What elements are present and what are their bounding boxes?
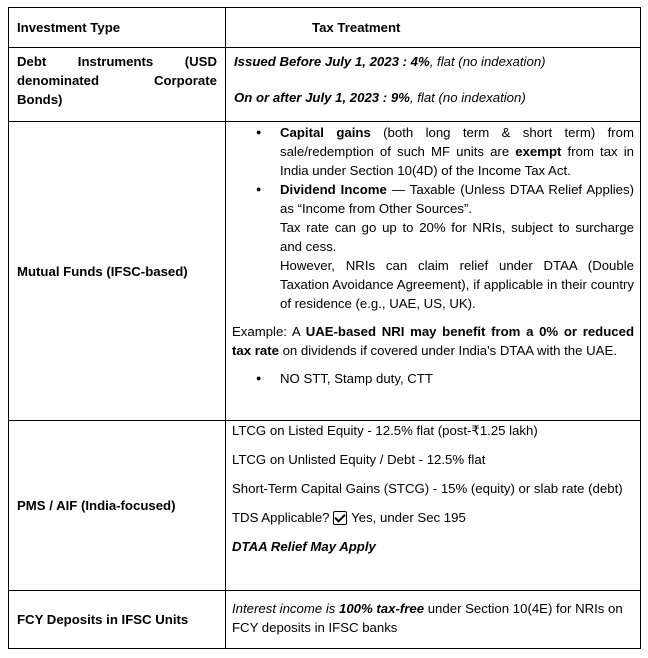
mf-treatment <box>226 122 641 421</box>
label-pms-aif: PMS / AIF (India-focused) <box>9 421 226 591</box>
header-row <box>9 8 641 48</box>
checkbox-check-icon <box>333 511 347 525</box>
mf-dividend-dtaa: However, NRIs can claim relief under DTAA (Double Taxation Avoidance Agreement), if applicable in their country of residence (e.g., UAE, US, UK). <box>280 258 634 311</box>
label-debt <box>9 48 226 122</box>
row-mutual-funds <box>9 122 641 421</box>
mf-bullet-dividend: ● Dividend Income — Taxable (Unless DTAA Relief Applies) as “Income from Other Sources”. Tax rate can go up to 20% for NRIs, subject to surcharge and cess. However, NRIs can claim relief under DTAA (Double Taxation Avoidance Agreement), if applicable in their country of residence (e.g., UAE, US, UK). <box>280 180 634 313</box>
pms-ltcg-unlisted: LTCG on Unlisted Equity / Debt - 12.5% flat <box>232 452 486 467</box>
header-tax-treatment: Tax Treatment <box>226 8 641 48</box>
pms-stcg: Short-Term Capital Gains (STCG) - 15% (equity) or slab rate (debt) <box>232 481 623 496</box>
mf-bullet-capital-gains: ● Capital gains (both long term & short term) from sale/redemption of such MF units are exempt from tax in India under Section 10(4D) of the Income Tax Act. <box>280 123 634 180</box>
debt-before: Issued Before July 1, 2023 : 4%, flat (no indexation) <box>234 54 546 69</box>
pms-treatment <box>226 421 641 591</box>
pms-tds: TDS Applicable? Yes, under Sec 195 <box>232 510 466 525</box>
debt-treatment <box>226 48 641 122</box>
fcy-treatment <box>226 591 641 649</box>
label-fcy-deposits: FCY Deposits in IFSC Units <box>9 591 226 649</box>
mf-bullet-no-stt: ● NO STT, Stamp duty, CTT <box>280 369 634 388</box>
mf-dividend-rate: Tax rate can go up to 20% for NRIs, subject to surcharge and cess. <box>280 220 634 254</box>
header-investment-type: Investment Type <box>9 8 226 48</box>
row-debt <box>9 48 641 122</box>
label-debt-line3: Bonds) <box>17 92 63 107</box>
label-debt-line2: denominated Corporate <box>17 73 217 88</box>
label-mutual-funds: Mutual Funds (IFSC-based) <box>9 122 226 421</box>
pms-dtaa: DTAA Relief May Apply <box>232 539 376 554</box>
tax-table <box>8 7 641 649</box>
row-pms-aif <box>9 421 641 591</box>
mf-example: Example: A UAE-based NRI may benefit from a 0% or reduced tax rate on dividends if covered under India's DTAA with the UAE. <box>232 324 635 358</box>
row-fcy-deposits <box>9 591 641 649</box>
label-debt-line1: Debt Instruments (USD <box>17 54 217 69</box>
fcy-text: Interest income is 100% tax-free under Section 10(4E) for NRIs on FCY deposits in IFSC banks <box>232 601 623 635</box>
debt-after: On or after July 1, 2023 : 9%, flat (no indexation) <box>234 90 526 105</box>
pms-ltcg-listed: LTCG on Listed Equity - 12.5% flat (post-₹1.25 lakh) <box>232 423 538 438</box>
